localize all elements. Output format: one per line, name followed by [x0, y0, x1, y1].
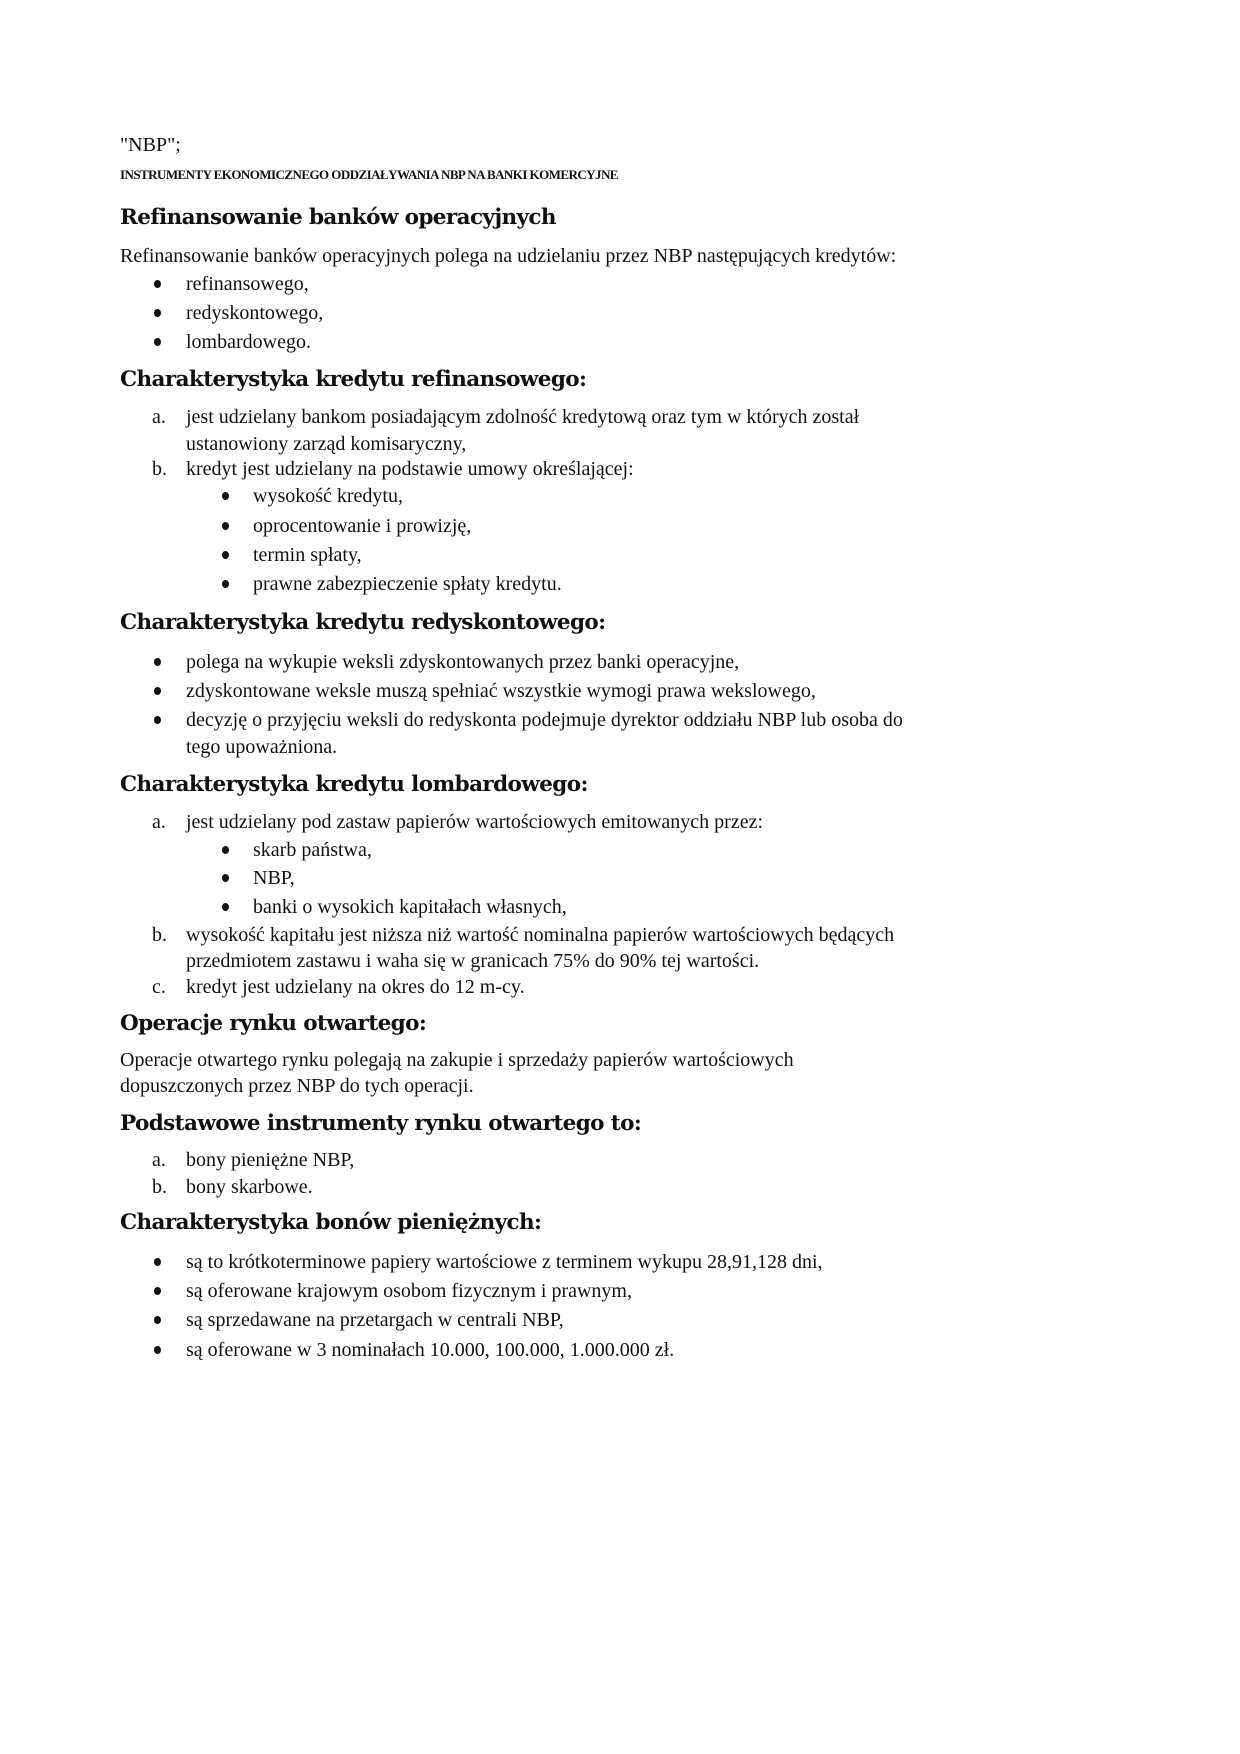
bullet-icon: [222, 903, 229, 911]
list-item: zdyskontowane weksle muszą spełniać wszystkie wymogi prawa wekslowego,: [186, 680, 816, 702]
bullet-icon: [154, 687, 161, 695]
paragraph: Operacje otwartego rynku polegają na zakupie i sprzedaży papierów wartościowych: [120, 1049, 794, 1071]
bullet-icon: [222, 874, 229, 882]
sub-list-item: prawne zabezpieczenie spłaty kredytu.: [253, 573, 562, 595]
bullet-icon: [154, 658, 161, 666]
bullet-icon: [154, 309, 161, 317]
list-item: redyskontowego,: [186, 302, 324, 324]
bullet-icon: [154, 338, 161, 346]
list-item: kredyt jest udzielany na okres do 12 m-cy.: [186, 976, 525, 998]
paragraph-continuation: dopuszczonych przez NBP do tych operacji.: [120, 1075, 474, 1097]
list-marker: b.: [152, 1176, 167, 1198]
bullet-icon: [222, 492, 229, 500]
sub-list-item: skarb państwa,: [253, 839, 372, 861]
list-item: kredyt jest udzielany na podstawie umowy określającej:: [186, 458, 634, 480]
list-item-continuation: tego upoważniona.: [186, 736, 338, 758]
list-item: jest udzielany bankom posiadającym zdolność kredytową oraz tym w których został: [186, 406, 860, 428]
sub-list-item: oprocentowanie i prowizję,: [253, 515, 472, 537]
list-item: są oferowane krajowym osobom fizycznym i prawnym,: [186, 1280, 632, 1302]
list-item: bony skarbowe.: [186, 1176, 313, 1198]
bullet-icon: [154, 716, 161, 724]
heading-lombardowy: Charakterystyka kredytu lombardowego:: [120, 772, 588, 797]
bullet-icon: [222, 580, 229, 588]
heading-bony: Charakterystyka bonów pieniężnych:: [120, 1210, 542, 1235]
list-item: bony pieniężne NBP,: [186, 1149, 355, 1171]
list-item: są sprzedawane na przetargach w centrali NBP,: [186, 1309, 564, 1331]
bullet-icon: [154, 1258, 161, 1266]
sub-list-item: termin spłaty,: [253, 544, 362, 566]
heading-instrumenty: Podstawowe instrumenty rynku otwartego to:: [120, 1111, 642, 1136]
top-line: "NBP";: [120, 134, 181, 156]
sub-list-item: NBP,: [253, 867, 295, 889]
list-marker: c.: [152, 976, 166, 998]
bullet-icon: [154, 1287, 161, 1295]
heading-redyskontowy: Charakterystyka kredytu redyskontowego:: [120, 610, 606, 635]
list-item: refinansowego,: [186, 273, 309, 295]
heading-refinansowanie: Refinansowanie banków operacyjnych: [120, 205, 556, 230]
bullet-icon: [154, 1316, 161, 1324]
list-item: są to krótkoterminowe papiery wartościowe z terminem wykupu 28,91,128 dni,: [186, 1251, 823, 1273]
list-item: są oferowane w 3 nominałach 10.000, 100.000, 1.000.000 zł.: [186, 1339, 675, 1361]
list-marker: b.: [152, 924, 167, 946]
list-item: lombardowego.: [186, 331, 311, 353]
bullet-icon: [222, 846, 229, 854]
sub-list-item: banki o wysokich kapitałach własnych,: [253, 896, 567, 918]
list-item: wysokość kapitału jest niższa niż wartość nominalna papierów wartościowych będących: [186, 924, 895, 946]
heading-refinansowy: Charakterystyka kredytu refinansowego:: [120, 367, 587, 392]
paragraph: Refinansowanie banków operacyjnych polega na udzielaniu przez NBP następujących kredytów:: [120, 245, 897, 267]
list-marker: b.: [152, 458, 167, 480]
list-item: polega na wykupie weksli zdyskontowanych przez banki operacyjne,: [186, 651, 740, 673]
list-marker: a.: [152, 1149, 166, 1171]
list-item: jest udzielany pod zastaw papierów wartościowych emitowanych przez:: [186, 811, 764, 833]
list-marker: a.: [152, 406, 166, 428]
sub-list-item: wysokość kredytu,: [253, 485, 403, 507]
list-item-continuation: ustanowiony zarząd komisaryczny,: [186, 433, 467, 455]
document-subtitle: INSTRUMENTY EKONOMICZNEGO ODDZIAŁYWANIA NBP NA BANKI KOMERCYJNE: [120, 167, 618, 182]
list-marker: a.: [152, 811, 166, 833]
bullet-icon: [154, 1346, 161, 1354]
list-item-continuation: przedmiotem zastawu i waha się w granicach 75% do 90% tej wartości.: [186, 950, 760, 972]
list-item: decyzję o przyjęciu weksli do redyskonta podejmuje dyrektor oddziału NBP lub osoba do: [186, 709, 903, 731]
bullet-icon: [154, 280, 161, 288]
heading-operacje-rynku: Operacje rynku otwartego:: [120, 1011, 427, 1036]
bullet-icon: [222, 551, 229, 559]
bullet-icon: [222, 522, 229, 530]
